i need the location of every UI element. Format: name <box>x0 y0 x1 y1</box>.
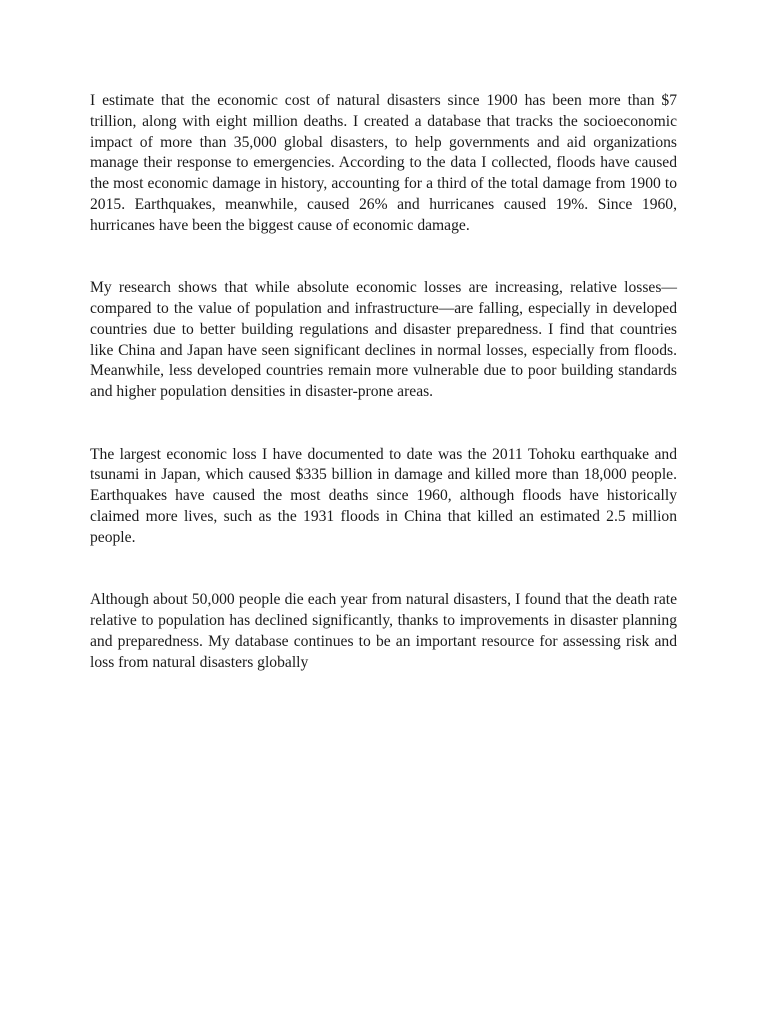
paragraph-largest-loss: The largest economic loss I have documented to date was the 2011 Tohoku earthquake and tsunami in Japan, which caused $335 billion in damage and killed more than 18,000 people. Earthquakes have caused the most deaths since 1960, although floods have historically claimed more lives, such as the 1931 floods in China that killed an estimated 2.5 million people. <box>90 445 677 546</box>
paragraph-economic-cost: I estimate that the economic cost of natural disasters since 1900 has been more than $7 trillion, along with eight million deaths. I created a database that tracks the socioeconomic impact of more than 35,000 global disasters, to help governments and aid organizations manage their response to emergencies. According to the data I collected, floods have caused the most economic damage in history, accounting for a third of the total damage from 1900 to 2015. Earthquakes, meanwhile, caused 26% and hurricanes caused 19%. Since 1960, hurricanes have been the biggest cause of economic damage. <box>90 92 677 234</box>
paragraph-relative-losses: My research shows that while absolute economic losses are increasing, relative losses—compared to the value of population and infrastructure—are falling, especially in developed countries due to better building regulations and disaster preparedness. I find that countries like China and Japan have seen significant declines in normal losses, especially from floods. Meanwhile, less developed countries remain more vulnerable due to poor building standards and higher population densities in disaster-prone areas. <box>90 279 677 401</box>
document-body <box>90 91 677 673</box>
paragraph-death-rate: Although about 50,000 people die each year from natural disasters, I found that the death rate relative to population has declined significantly, thanks to improvements in disaster planning and preparedness. My database continues to be an important resource for assessing risk and loss from natural disasters globally <box>90 591 677 671</box>
